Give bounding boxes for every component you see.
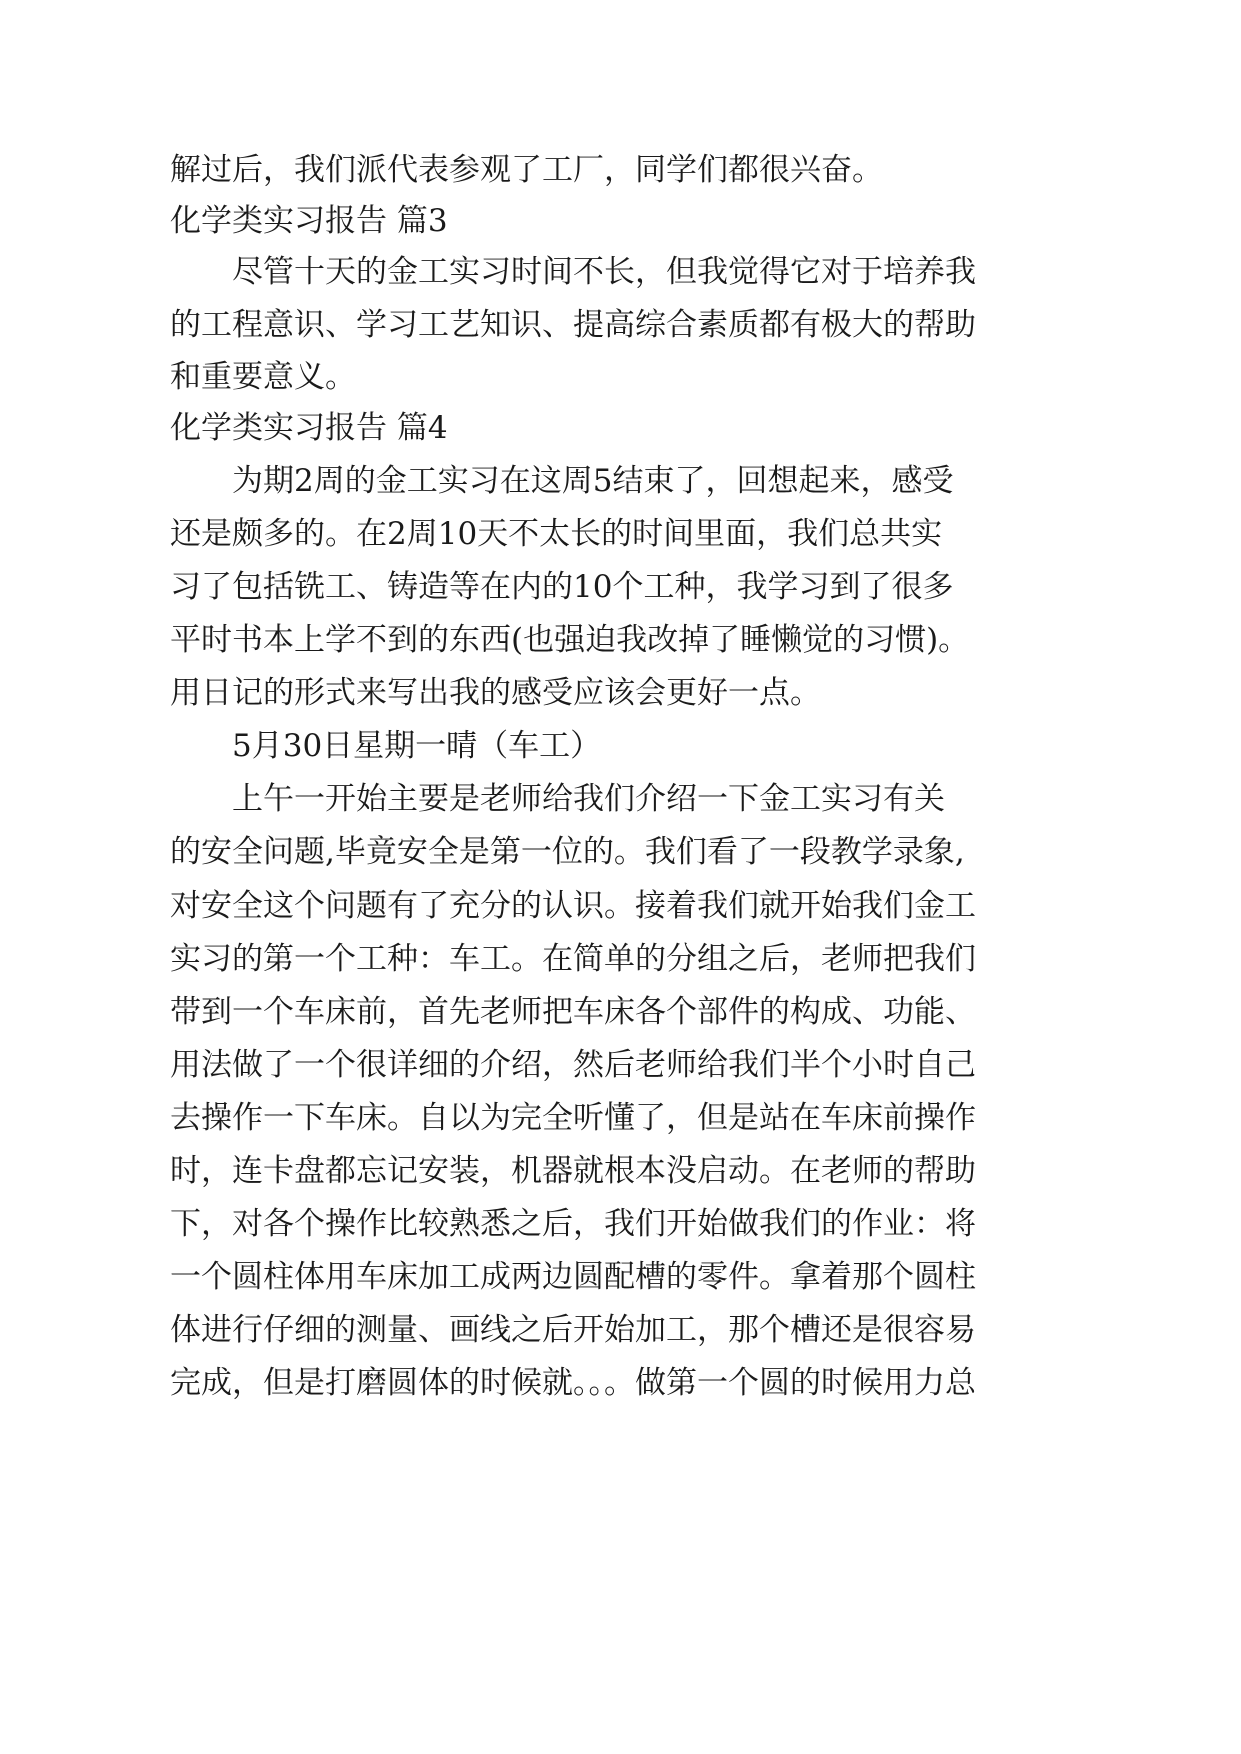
body-text-line: 去操作一下车床。自以为完全听懂了，但是站在车床前操作 xyxy=(170,1100,976,1136)
body-text-line: 的安全问题,毕竟安全是第一位的。我们看了一段教学录象, xyxy=(170,834,965,870)
diary-date-line: 5月30日星期一晴（车工） xyxy=(232,728,602,764)
body-text-line: 完成，但是打磨圆体的时候就。。。做第一个圆的时候用力总 xyxy=(170,1365,976,1401)
body-text-line: 的工程意识、学习工艺知识、提高综合素质都有极大的帮助 xyxy=(170,307,976,343)
body-text-line: 一个圆柱体用车床加工成两边圆配槽的零件。拿着那个圆柱 xyxy=(170,1259,976,1295)
section-heading: 化学类实习报告 篇4 xyxy=(170,410,448,446)
body-text-line: 对安全这个问题有了充分的认识。接着我们就开始我们金工 xyxy=(170,888,976,924)
paragraph-first-line: 尽管十天的金工实习时间不长，但我觉得它对于培养我 xyxy=(232,254,976,290)
paragraph-first-line: 上午一开始主要是老师给我们介绍一下金工实习有关 xyxy=(232,781,945,817)
body-text-line: 用日记的形式来写出我的感受应该会更好一点。 xyxy=(170,675,821,711)
body-text-line: 解过后，我们派代表参观了工厂，同学们都很兴奋。 xyxy=(170,152,883,188)
body-text-line: 下，对各个操作比较熟悉之后，我们开始做我们的作业：将 xyxy=(170,1206,976,1242)
body-text-line: 平时书本上学不到的东西(也强迫我改掉了睡懒觉的习惯)。 xyxy=(170,622,970,658)
body-text-line: 习了包括铣工、铸造等在内的10个工种，我学习到了很多 xyxy=(170,569,954,605)
body-text-line: 实习的第一个工种：车工。在简单的分组之后，老师把我们 xyxy=(170,941,976,977)
body-text-line: 时，连卡盘都忘记安装，机器就根本没启动。在老师的帮助 xyxy=(170,1153,976,1189)
body-text-line: 体进行仔细的测量、画线之后开始加工，那个槽还是很容易 xyxy=(170,1312,976,1348)
paragraph-first-line: 为期2周的金工实习在这周5结束了，回想起来，感受 xyxy=(232,463,954,499)
body-text-line: 用法做了一个很详细的介绍，然后老师给我们半个小时自己 xyxy=(170,1047,976,1083)
section-heading: 化学类实习报告 篇3 xyxy=(170,203,448,239)
body-text-line: 带到一个车床前，首先老师把车床各个部件的构成、功能、 xyxy=(170,994,976,1030)
body-text-line: 和重要意义。 xyxy=(170,359,356,395)
body-text-line: 还是颇多的。在2周10天不太长的时间里面，我们总共实 xyxy=(170,516,943,552)
